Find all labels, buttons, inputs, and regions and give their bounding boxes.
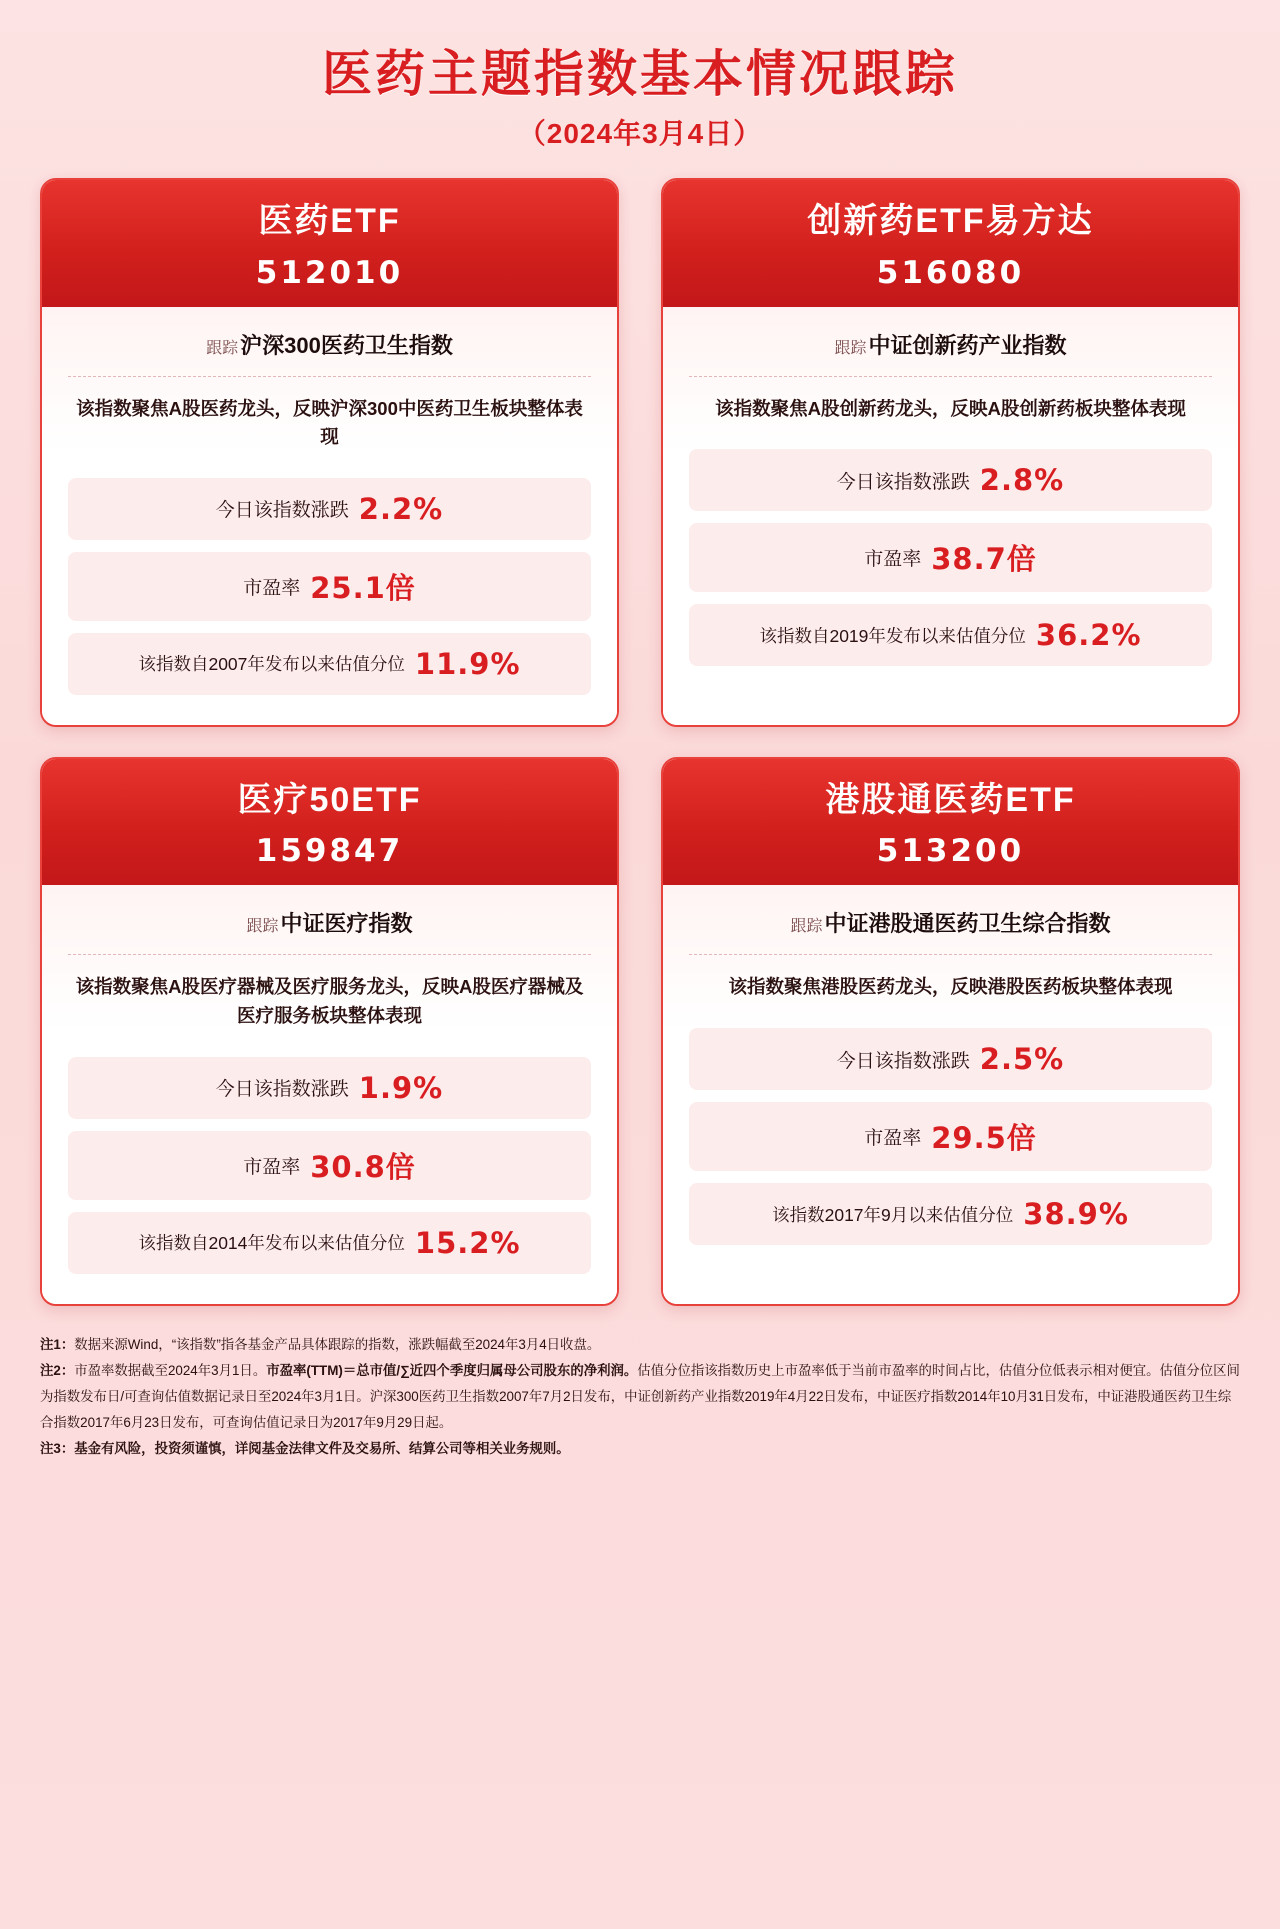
footnote-1-text: 数据来源Wind，“该指数”指各基金产品具体跟踪的指数，涨跌幅截至2024年3月4日收盘。 [74, 1336, 601, 1352]
etf-code: 512010 [255, 254, 404, 291]
etf-code: 513200 [876, 833, 1025, 870]
etf-card[interactable] [40, 178, 619, 727]
valuation-percentile-stat [68, 1212, 591, 1274]
etf-code: 159847 [255, 833, 404, 870]
etf-card-body [42, 885, 617, 1303]
footnote-3-text: 基金有风险，投资须谨慎，详阅基金法律文件及交易所、结算公司等相关业务规则。 [74, 1441, 570, 1457]
daily-change-value: 1.9% [358, 1070, 444, 1105]
etf-card-grid [40, 178, 1240, 1306]
footnote-1 [40, 1332, 1240, 1358]
footnote-2-text-a: 市盈率数据截至2024年3月1日。 [74, 1362, 267, 1378]
valuation-percentile-label: 该指数自2007年发布以来估值分位 [138, 654, 405, 675]
pe-ratio-stat [68, 1131, 591, 1200]
pe-ratio-label: 市盈率 [243, 577, 301, 599]
daily-change-stat [68, 478, 591, 540]
valuation-percentile-stat [689, 1183, 1212, 1245]
valuation-percentile-value: 36.2% [1035, 618, 1142, 653]
etf-code: 516080 [876, 254, 1025, 291]
etf-card-header [42, 759, 617, 886]
tracked-index-label: 跟踪 [206, 339, 239, 357]
etf-card-header [663, 180, 1238, 307]
tracked-index-value: 中证港股通医药卫生综合指数 [824, 911, 1111, 937]
etf-card-body [42, 307, 617, 725]
etf-card[interactable] [661, 757, 1240, 1306]
footnote-1-tag: 注1： [40, 1336, 75, 1352]
daily-change-value: 2.8% [979, 463, 1065, 498]
valuation-percentile-label: 该指数2017年9月以来估值分位 [772, 1204, 1014, 1225]
etf-card-body [663, 885, 1238, 1303]
daily-change-label: 今日该指数涨跌 [215, 1079, 349, 1101]
tracked-index-row [689, 329, 1212, 377]
daily-change-value: 2.2% [358, 491, 444, 526]
footnote-3-tag: 注3： [40, 1441, 75, 1457]
page-title: 医药主题指数基本情况跟踪 [322, 46, 958, 102]
pe-ratio-label: 市盈率 [864, 549, 922, 571]
tracked-index-value: 中证医疗指数 [280, 911, 413, 937]
footnote-2-tag: 注2： [40, 1362, 75, 1378]
daily-change-stat [689, 1028, 1212, 1090]
poster-header [40, 44, 1240, 152]
valuation-percentile-label: 该指数自2019年发布以来估值分位 [759, 625, 1026, 646]
pe-ratio-stat [68, 552, 591, 621]
valuation-percentile-value: 15.2% [414, 1225, 521, 1260]
etf-description: 该指数聚焦A股医药龙头，反映沪深300中医药卫生板块整体表现 [76, 397, 583, 448]
etf-card-header [42, 180, 617, 307]
pe-ratio-value: 25.1倍 [310, 570, 416, 605]
tracked-index-row [68, 329, 591, 377]
daily-change-value: 2.5% [979, 1042, 1065, 1077]
etf-card-header [663, 759, 1238, 886]
etf-name: 医疗50ETF [237, 780, 422, 819]
valuation-percentile-label: 该指数自2014年发布以来估值分位 [138, 1233, 405, 1254]
tracked-index-label: 跟踪 [834, 339, 867, 357]
pe-ratio-stat [689, 523, 1212, 592]
page-subtitle: （2024年3月4日） [517, 118, 763, 149]
tracked-index-label: 跟踪 [790, 918, 823, 936]
valuation-percentile-value: 11.9% [414, 646, 521, 681]
etf-card[interactable] [40, 757, 619, 1306]
pe-ratio-label: 市盈率 [243, 1156, 301, 1178]
footnote-2 [40, 1358, 1240, 1436]
footnote-2-text-b: 估值分位指该指数历史上市盈率低于当前市盈率的时间占比，估值分位低表示相对便宜。估值分位区间为指数发布日/可查询估值数据记录日至2024年3月1日。沪深300医药卫生指数2007年7月2日发布，中证创新药产业指数2019年4月22日发布，中证医疗指数2014年10月31日发布，中证港股通医药卫生综合指数2017年6月23日发布，可查询估值记录日为2017年9月29日起。 [40, 1362, 1240, 1431]
daily-change-stat [689, 449, 1212, 511]
etf-description: 该指数聚焦港股医药龙头，反映港股医药板块整体表现 [728, 976, 1173, 998]
valuation-percentile-stat [689, 604, 1212, 666]
etf-name: 医药ETF [258, 202, 401, 240]
pe-ratio-value: 29.5倍 [931, 1121, 1037, 1156]
footnotes [40, 1332, 1240, 1463]
etf-name: 创新药ETF易方达 [807, 202, 1094, 240]
tracked-index-value: 中证创新药产业指数 [868, 332, 1067, 358]
tracked-index-value: 沪深300医药卫生指数 [240, 332, 453, 358]
pe-ratio-label: 市盈率 [864, 1128, 922, 1150]
etf-description: 该指数聚焦A股医疗器械及医疗服务龙头，反映A股医疗器械及医疗服务板块整体表现 [75, 976, 584, 1027]
etf-description: 该指数聚焦A股创新药龙头，反映A股创新药板块整体表现 [715, 397, 1186, 419]
footnote-3 [40, 1436, 1240, 1462]
etf-name: 港股通医药ETF [825, 780, 1076, 819]
valuation-percentile-value: 38.9% [1023, 1197, 1129, 1232]
daily-change-label: 今日该指数涨跌 [836, 1050, 970, 1072]
valuation-percentile-stat [68, 633, 591, 695]
daily-change-stat [68, 1057, 591, 1119]
footnote-2-strong: 市盈率(TTM)＝总市值/∑近四个季度归属母公司股东的净利润。 [266, 1362, 638, 1378]
etf-card[interactable] [661, 178, 1240, 727]
pe-ratio-value: 30.8倍 [310, 1149, 416, 1184]
tracked-index-label: 跟踪 [246, 918, 279, 936]
daily-change-label: 今日该指数涨跌 [836, 471, 970, 493]
etf-card-body [663, 307, 1238, 725]
pe-ratio-value: 38.7倍 [931, 542, 1037, 577]
tracked-index-row [689, 907, 1212, 955]
pe-ratio-stat [689, 1102, 1212, 1171]
tracked-index-row [68, 907, 591, 955]
daily-change-label: 今日该指数涨跌 [215, 500, 349, 522]
